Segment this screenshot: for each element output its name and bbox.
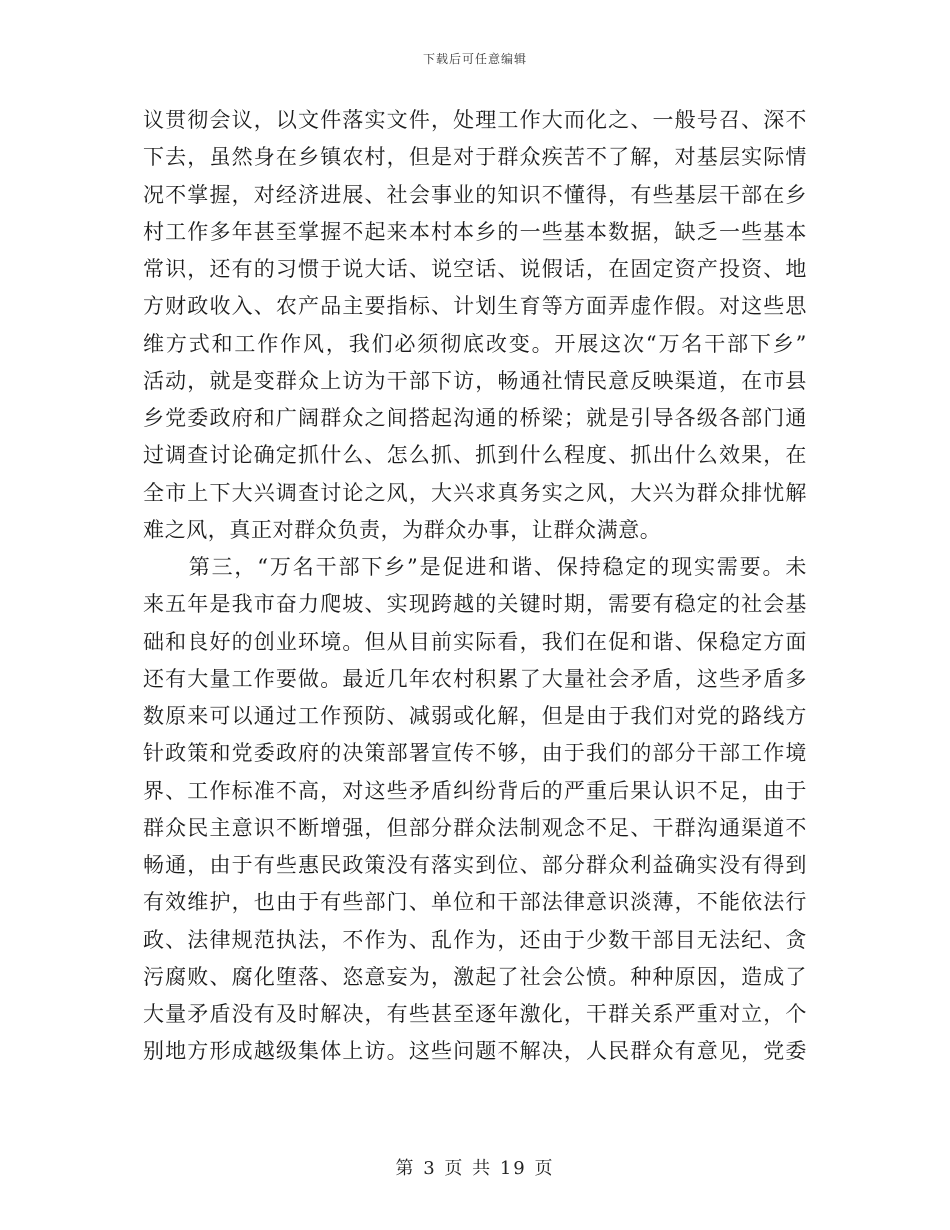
text-line: 群众民主意识不断增强，但部分群众法制观念不足、干群沟通渠道不	[143, 815, 807, 840]
text-line: 维方式和工作作风，我们必须彻底改变。开展这次“万名干部下乡”	[143, 331, 807, 356]
page-header: 下载后可任意编辑	[422, 52, 527, 66]
text-line: 第三，“万名干部下乡”是促进和谐、保持稳定的现实需要。未	[143, 555, 807, 579]
text-line: 全市上下大兴调查讨论之风，大兴求真务实之风，大兴为群众排忧解	[143, 480, 807, 505]
text-line: 况不掌握，对经济进展、社会事业的知识不懂得，有些基层干部在乡	[143, 182, 807, 207]
text-line: 议贯彻会议，以文件落实文件，处理工作大而化之、一般号召、深不	[143, 108, 807, 132]
text-line: 还有大量工作要做。最近几年农村积累了大量社会矛盾，这些矛盾多	[143, 666, 807, 691]
text-line: 方财政收入、农产品主要指标、计划生育等方面弄虚作假。对这些思	[143, 294, 807, 319]
text-line: 畅通，由于有些惠民政策没有落实到位、部分群众利益确实没有得到	[143, 853, 807, 877]
paragraph-2	[143, 549, 807, 1071]
text-line: 针政策和党委政府的决策部署宣传不够，由于我们的部分干部工作境	[143, 741, 807, 766]
text-line: 下去，虽然身在乡镇农村，但是对于群众疾苦不了解，对基层实际情	[143, 145, 807, 170]
paragraph-1	[143, 102, 807, 549]
text-line: 大量矛盾没有及时解决，有些甚至逐年激化，干群关系严重对立，个	[143, 1002, 807, 1026]
text-line: 别地方形成越级集体上访。这些问题不解决，人民群众有意见，党委	[143, 1039, 807, 1064]
text-line: 过调查讨论确定抓什么、怎么抓、抓到什么程度、抓出什么效果，在	[143, 443, 807, 468]
text-line: 乡党委政府和广阔群众之间搭起沟通的桥梁；就是引导各级各部门通	[143, 406, 807, 430]
text-line: 难之风，真正对群众负责，为群众办事，让群众满意。	[143, 517, 662, 542]
text-line: 数原来可以通过工作预防、减弱或化解，但是由于我们对党的路线方	[143, 704, 807, 728]
text-line: 政、法律规范执法，不作为、乱作为，还由于少数干部目无法纪、贪	[143, 927, 807, 952]
text-line: 活动，就是变群众上访为干部下访，畅通社情民意反映渠道，在市县	[143, 368, 807, 393]
text-line: 础和良好的创业环境。但从目前实际看，我们在促和谐、保稳定方面	[143, 629, 807, 654]
text-line: 村工作多年甚至掌握不起来本村本乡的一些基本数据，缺乏一些基本	[143, 219, 807, 244]
text-line: 有效维护，也由于有些部门、单位和干部法律意识淡薄，不能依法行	[143, 890, 807, 915]
text-line: 来五年是我市奋力爬坡、实现跨越的关键时期，需要有稳定的社会基	[143, 592, 807, 617]
document-body	[143, 102, 807, 1071]
page-number: 第 3 页 共 19 页	[395, 1158, 555, 1179]
text-line: 常识，还有的习惯于说大话、说空话、说假话，在固定资产投资、地	[143, 257, 807, 281]
text-line: 污腐败、腐化堕落、恣意妄为，激起了社会公愤。种种原因，造成了	[143, 964, 807, 989]
text-line: 界、工作标准不高，对这些矛盾纠纷背后的严重后果认识不足，由于	[143, 778, 807, 803]
